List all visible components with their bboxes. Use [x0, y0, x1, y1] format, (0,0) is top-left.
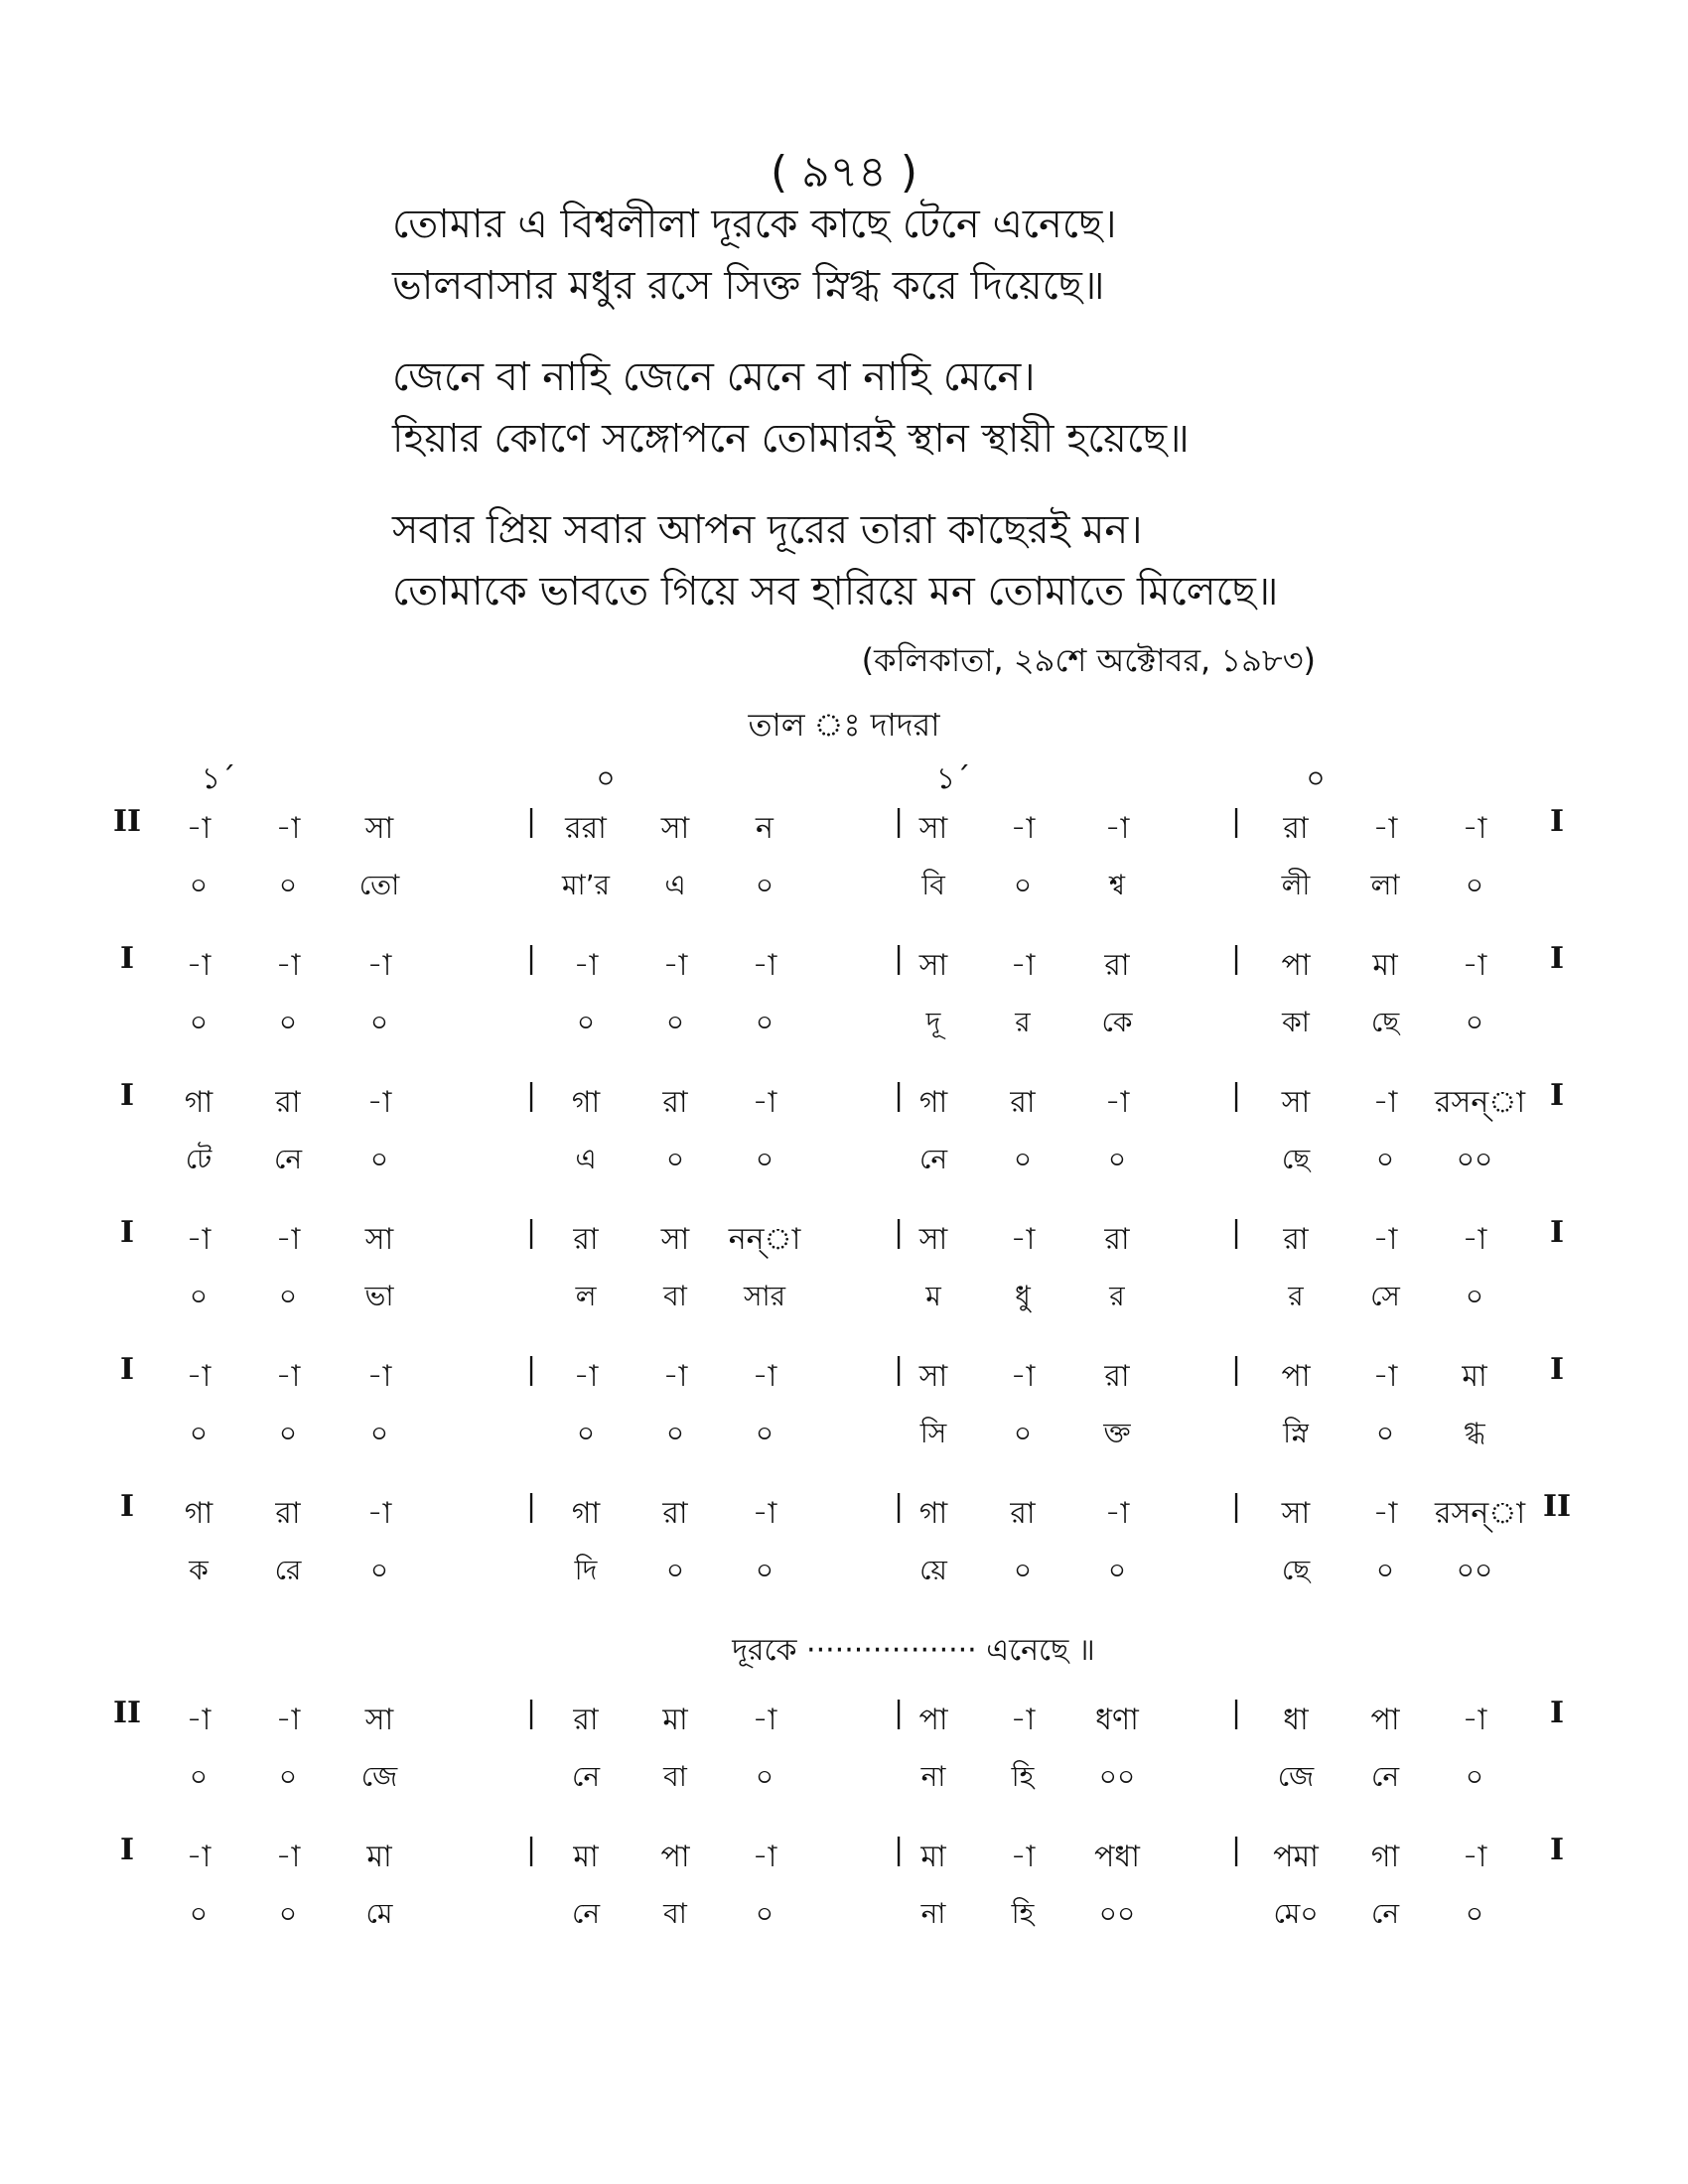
lyric-syllable: নে	[571, 1760, 601, 1793]
lyric-syllable: ০	[278, 1280, 298, 1312]
beat-separator: |	[1230, 1489, 1242, 1524]
swara-note: মা	[366, 1840, 392, 1874]
swara-note: -া	[752, 1703, 777, 1737]
beat-separator: |	[525, 1696, 537, 1730]
opening-bar: I	[119, 1352, 135, 1387]
lyric-syllable: মে০	[1273, 1897, 1319, 1930]
lyric-syllable: লী	[1281, 869, 1311, 901]
song-lyrics	[392, 194, 1584, 652]
swara-note: -া	[1104, 1496, 1130, 1531]
lyric-syllable: ০	[576, 1006, 596, 1038]
beat-separator: |	[1230, 941, 1242, 976]
lyric-syllable: ০	[189, 1417, 209, 1449]
lyric-syllable: ক্ত	[1103, 1417, 1131, 1449]
swara-note: -া	[275, 1222, 301, 1257]
swara-note: -া	[752, 948, 777, 983]
lyric-syllable: ০	[189, 1280, 209, 1312]
lyric-syllable: ০	[755, 1417, 774, 1449]
swara-note: -া	[275, 1840, 301, 1874]
lyric-syllable: ম	[925, 1280, 941, 1312]
lyric-syllable: র	[1288, 1280, 1304, 1312]
beat-mark-row	[149, 754, 1569, 804]
swara-note: সা	[918, 811, 948, 846]
lyric-syllable-row	[149, 1275, 1569, 1334]
swara-note: -া	[186, 1359, 211, 1394]
notation-line	[119, 1833, 1569, 1952]
closing-bar: II	[1542, 1489, 1572, 1524]
swara-note: সা	[1281, 1085, 1311, 1120]
swara-note: -া	[1104, 811, 1130, 846]
lyric-syllable: লা	[1370, 869, 1400, 901]
lyric-syllable: বা	[663, 1280, 687, 1312]
opening-bar: I	[119, 1833, 135, 1867]
opening-bar: I	[119, 1078, 135, 1113]
beat-mark: ০	[596, 761, 616, 796]
swara-note: ধণা	[1095, 1703, 1139, 1737]
notation-line	[119, 1489, 1572, 1608]
swara-note: রা	[662, 1085, 688, 1120]
swara-note: রা	[1104, 1359, 1130, 1394]
lyric-syllable: ০	[1013, 869, 1033, 901]
lyric-syllable: ০	[755, 869, 774, 901]
beat-separator: |	[1230, 804, 1242, 839]
swara-note: -া	[186, 1703, 211, 1737]
swara-note: মা	[1372, 948, 1398, 983]
swara-note: রসন্‌া	[1435, 1496, 1526, 1531]
swara-note: -া	[1372, 1496, 1398, 1531]
swara-note: ধা	[1283, 1703, 1309, 1737]
stanza	[392, 346, 1584, 470]
lyric-syllable: ০	[1013, 1554, 1033, 1586]
swara-note: -া	[752, 1496, 777, 1531]
swara-note: রা	[662, 1496, 688, 1531]
lyric-syllable: শ্ব	[1109, 869, 1125, 901]
lyric-syllable: ০০	[1456, 1554, 1493, 1586]
lyric-syllable: না	[920, 1760, 946, 1793]
beat-separator: |	[525, 1489, 537, 1524]
lyric-syllable: ০	[189, 1897, 209, 1930]
swara-note: সা	[660, 811, 690, 846]
swara-row	[119, 1833, 1569, 1892]
swara-note: পা	[1281, 948, 1311, 983]
lyric-syllable: ০	[1013, 1417, 1033, 1449]
lyric-syllable: ০	[665, 1006, 685, 1038]
swara-note: -া	[1462, 1703, 1487, 1737]
lyric-syllable: ০	[755, 1760, 774, 1793]
swara-note: -া	[366, 1496, 392, 1531]
lyric-syllable: ০	[1013, 1143, 1033, 1175]
opening-bar: II	[112, 1696, 142, 1730]
notation-line	[119, 1352, 1569, 1471]
lyric-syllable: ০	[1465, 1006, 1484, 1038]
swara-note: মা	[1462, 1359, 1487, 1394]
swara-note: -া	[1010, 1840, 1036, 1874]
lyric-syllable: সার	[743, 1280, 786, 1312]
lyric-syllable: এ	[575, 1143, 597, 1175]
swara-note: -া	[573, 948, 599, 983]
swara-note: সা	[918, 1222, 948, 1257]
beat-mark: ১´	[935, 761, 971, 796]
swara-note: সা	[1281, 1496, 1311, 1531]
beat-separator: |	[525, 804, 537, 839]
swara-note: সা	[918, 1359, 948, 1394]
lyric-syllable: ০	[1375, 1417, 1395, 1449]
lyric-syllable: হি	[1011, 1760, 1035, 1793]
closing-bar: I	[1549, 804, 1565, 839]
lyric-syllable: ০	[1465, 1897, 1484, 1930]
swara-note: রা	[1010, 1085, 1036, 1120]
swara-row	[112, 804, 1569, 864]
swara-note: -া	[1462, 811, 1487, 846]
taal-heading: তাল ঃ দাদরা	[748, 706, 940, 744]
lyric-syllable: ভা	[364, 1280, 394, 1312]
lyric-syllable: ০	[369, 1006, 389, 1038]
swara-note: রসন্‌া	[1435, 1085, 1526, 1120]
lyric-syllable: য়ে	[919, 1554, 947, 1586]
lyric-syllable: না	[920, 1897, 946, 1930]
swara-note: -া	[1372, 811, 1398, 846]
lyric-syllable: গ্ধ	[1464, 1417, 1485, 1449]
opening-bar: I	[119, 1489, 135, 1524]
page-number: ( ৯৭৪ )	[770, 147, 918, 198]
swara-note: পা	[660, 1840, 690, 1874]
swara-note: সা	[918, 948, 948, 983]
lyric-syllable: নে	[1370, 1897, 1400, 1930]
beat-separator: |	[525, 1352, 537, 1387]
lyric-syllable: ০	[755, 1143, 774, 1175]
swara-note: রা	[1283, 811, 1309, 846]
lyric-syllable: রে	[274, 1554, 302, 1586]
beat-separator: |	[1230, 1696, 1242, 1730]
lyric-syllable: ছে	[1370, 1006, 1400, 1038]
swara-note: গা	[918, 1085, 948, 1120]
lyric-syllable: ০	[369, 1417, 389, 1449]
beat-mark: ১´	[201, 761, 236, 796]
swara-note: সা	[364, 1703, 394, 1737]
swara-note: -া	[366, 1085, 392, 1120]
lyric-syllable-row	[149, 1755, 1569, 1815]
lyric-syllable: ০০	[1456, 1143, 1493, 1175]
swara-note: -া	[366, 948, 392, 983]
lyric-syllable: বি	[921, 869, 945, 901]
swara-row	[119, 1489, 1572, 1549]
lyric-syllable: ০	[278, 1006, 298, 1038]
lyric-syllable: ০	[1465, 869, 1484, 901]
lyric-syllable: তো	[358, 869, 400, 901]
swara-note: -া	[275, 948, 301, 983]
verse-line: তোমার এ বিশ্বলীলা দূরকে কাছে টেনে এনেছে।	[392, 202, 1117, 247]
swara-note: রা	[1010, 1496, 1036, 1531]
notation-line	[119, 1078, 1569, 1197]
beat-separator: |	[893, 1833, 905, 1867]
swara-note: রা	[275, 1496, 301, 1531]
refrain-indicator: দূরকে ·················· এনেছে ॥	[732, 1633, 1095, 1668]
lyric-syllable: কা	[1282, 1006, 1310, 1038]
swara-note: -া	[1104, 1085, 1130, 1120]
swara-note: -া	[1462, 1222, 1487, 1257]
swara-note: পা	[1281, 1359, 1311, 1394]
swara-row	[119, 1215, 1569, 1275]
swara-note: -া	[752, 1359, 777, 1394]
lyric-syllable: র	[1109, 1280, 1125, 1312]
swara-note: -া	[275, 1359, 301, 1394]
swara-note: -া	[366, 1359, 392, 1394]
lyric-syllable: ০	[278, 1897, 298, 1930]
lyric-syllable-row	[149, 1412, 1569, 1471]
lyric-syllable: নে	[1370, 1760, 1400, 1793]
swara-note: -া	[1372, 1085, 1398, 1120]
lyric-syllable: ধু	[1015, 1280, 1031, 1312]
lyric-syllable: দি	[574, 1554, 598, 1586]
notation-line	[119, 1215, 1569, 1334]
lyric-syllable: জে	[360, 1760, 398, 1793]
lyric-syllable: ০	[1465, 1280, 1484, 1312]
lyric-syllable: সি	[919, 1417, 947, 1449]
lyric-syllable: ০	[278, 869, 298, 901]
opening-bar: I	[119, 941, 135, 976]
lyric-syllable: নে	[571, 1897, 601, 1930]
lyric-syllable: ০	[369, 1143, 389, 1175]
beat-separator: |	[893, 1078, 905, 1113]
lyric-syllable-row	[149, 1138, 1569, 1197]
notation-staff	[112, 754, 1572, 1970]
beat-separator: |	[525, 1215, 537, 1250]
stanza	[392, 194, 1584, 317]
closing-bar: I	[1549, 1696, 1565, 1730]
swara-row	[119, 1352, 1569, 1412]
lyric-syllable: ০	[189, 1760, 209, 1793]
closing-bar: I	[1549, 1352, 1565, 1387]
lyric-syllable: ০	[278, 1417, 298, 1449]
beat-separator: |	[893, 1215, 905, 1250]
lyric-syllable: ছে	[1281, 1554, 1311, 1586]
swara-note: মা	[662, 1703, 688, 1737]
beat-separator: |	[893, 804, 905, 839]
swara-note: -া	[186, 1222, 211, 1257]
swara-note: -া	[186, 811, 211, 846]
lyric-syllable: এ	[664, 869, 686, 901]
beat-separator: |	[525, 1078, 537, 1113]
swara-note: গা	[1370, 1840, 1400, 1874]
swara-note: মা	[573, 1840, 599, 1874]
swara-note: -া	[1372, 1359, 1398, 1394]
verse-line: ভালবাসার মধুর রসে সিক্ত স্নিগ্ধ করে দিয়েছে॥	[392, 263, 1105, 309]
swara-note: পমা	[1273, 1840, 1319, 1874]
swara-note: ন	[756, 811, 774, 846]
swara-note: রা	[275, 1085, 301, 1120]
swara-note: -া	[1462, 948, 1487, 983]
swara-row	[119, 1078, 1569, 1138]
swara-note: রা	[1104, 1222, 1130, 1257]
swara-note: -া	[1010, 948, 1036, 983]
beat-separator: |	[893, 941, 905, 976]
swara-note: গা	[184, 1085, 213, 1120]
lyric-syllable: ০	[369, 1554, 389, 1586]
beat-separator: |	[893, 1489, 905, 1524]
lyric-syllable: ০	[278, 1760, 298, 1793]
swara-note: -া	[1010, 811, 1036, 846]
swara-note: রা	[1104, 948, 1130, 983]
lyric-syllable: ০	[1465, 1760, 1484, 1793]
verse-line: তোমাকে ভাবতে গিয়ে সব হারিয়ে মন তোমাতে মিলেছে॥	[392, 569, 1279, 614]
swara-note: -া	[662, 1359, 688, 1394]
verse-line: সবার প্রিয় সবার আপন দূরের তারা কাছেরই মন।	[392, 507, 1143, 553]
lyric-syllable: ০০	[1098, 1897, 1136, 1930]
lyric-syllable: র	[1015, 1006, 1031, 1038]
notation-line	[112, 804, 1569, 923]
swara-note: ররা	[565, 811, 607, 846]
swara-note: -া	[1010, 1703, 1036, 1737]
beat-separator: |	[1230, 1352, 1242, 1387]
lyric-syllable: ০	[189, 869, 209, 901]
lyric-syllable: ০০	[1098, 1760, 1136, 1793]
beat-separator: |	[893, 1352, 905, 1387]
swara-note: -া	[275, 1703, 301, 1737]
lyric-syllable: টে	[185, 1143, 212, 1175]
swara-note: -া	[1010, 1222, 1036, 1257]
swara-note: সা	[364, 811, 394, 846]
lyric-syllable: ক	[189, 1554, 209, 1586]
lyric-syllable: ল	[575, 1280, 597, 1312]
lyric-syllable: ০	[665, 1554, 685, 1586]
swara-note: -া	[573, 1359, 599, 1394]
lyric-syllable: স্নি	[1283, 1417, 1309, 1449]
lyric-syllable: দূ	[925, 1006, 941, 1038]
swara-row	[119, 941, 1569, 1001]
beat-separator: |	[525, 941, 537, 976]
swara-note: রা	[573, 1703, 599, 1737]
swara-note: -া	[752, 1085, 777, 1120]
lyric-syllable-row	[149, 1549, 1569, 1608]
composition-dateline: (কলিকাতা, ২৯শে অক্টোবর, ১৯৮৩)	[861, 641, 1316, 679]
closing-bar: I	[1549, 1833, 1565, 1867]
swara-note: রা	[573, 1222, 599, 1257]
opening-bar: I	[119, 1215, 135, 1250]
lyric-syllable: কে	[1101, 1006, 1133, 1038]
lyric-syllable: নে	[273, 1143, 303, 1175]
lyric-syllable: নে	[918, 1143, 948, 1175]
swara-note: পধা	[1094, 1840, 1140, 1874]
verse-line: হিয়ার কোণে সঙ্গোপনে তোমারই স্থান স্থায়ী হয়েছে॥	[392, 416, 1190, 462]
lyric-syllable: ছে	[1281, 1143, 1311, 1175]
lyric-syllable: ০	[1107, 1143, 1127, 1175]
swara-note: -া	[1462, 1840, 1487, 1874]
swara-note: -া	[186, 948, 211, 983]
lyric-syllable: ০	[1375, 1143, 1395, 1175]
swara-note: গা	[571, 1085, 601, 1120]
swara-note: সা	[660, 1222, 690, 1257]
lyric-syllable: জে	[1277, 1760, 1315, 1793]
beat-separator: |	[1230, 1215, 1242, 1250]
closing-bar: I	[1549, 1078, 1565, 1113]
lyric-syllable: ০	[665, 1417, 685, 1449]
notation-line	[112, 1696, 1569, 1815]
lyric-syllable: ০	[665, 1143, 685, 1175]
lyric-syllable: বা	[663, 1897, 687, 1930]
swara-note: পা	[1370, 1703, 1400, 1737]
lyric-syllable: মা’র	[562, 869, 610, 901]
swara-note: মা	[920, 1840, 946, 1874]
swara-note: রা	[1283, 1222, 1309, 1257]
swara-row	[112, 1696, 1569, 1755]
beat-mark: ০	[1306, 761, 1326, 796]
lyric-syllable: হি	[1011, 1897, 1035, 1930]
lyric-syllable: ০	[755, 1554, 774, 1586]
swara-note: -া	[662, 948, 688, 983]
beat-separator: |	[1230, 1078, 1242, 1113]
lyric-syllable: সে	[1370, 1280, 1400, 1312]
swara-note: -া	[186, 1840, 211, 1874]
swara-note: সা	[364, 1222, 394, 1257]
stanza	[392, 499, 1584, 622]
swara-note: -া	[752, 1840, 777, 1874]
lyric-syllable: ০	[1375, 1554, 1395, 1586]
lyric-syllable: ০	[189, 1006, 209, 1038]
lyric-syllable-row	[149, 1001, 1569, 1060]
lyric-syllable: ০	[755, 1006, 774, 1038]
notation-line	[119, 941, 1569, 1060]
swara-note: -া	[275, 811, 301, 846]
swara-note: গা	[571, 1496, 601, 1531]
lyric-syllable: ০	[1107, 1554, 1127, 1586]
lyric-syllable: মে	[365, 1897, 393, 1930]
beat-separator: |	[893, 1696, 905, 1730]
lyric-syllable: ০	[576, 1417, 596, 1449]
beat-separator: |	[1230, 1833, 1242, 1867]
swara-note: -া	[1372, 1222, 1398, 1257]
closing-bar: I	[1549, 1215, 1565, 1250]
swara-note: নন্‌া	[728, 1222, 801, 1257]
closing-bar: I	[1549, 941, 1565, 976]
lyric-syllable-row	[149, 864, 1569, 923]
swara-note: পা	[918, 1703, 948, 1737]
verse-line: জেনে বা নাহি জেনে মেনে বা নাহি মেনে।	[392, 354, 1036, 400]
swara-note: -া	[1010, 1359, 1036, 1394]
opening-bar: II	[112, 804, 142, 839]
beat-separator: |	[525, 1833, 537, 1867]
swara-note: গা	[184, 1496, 213, 1531]
lyric-syllable-row	[149, 1892, 1569, 1952]
lyric-syllable: বা	[663, 1760, 687, 1793]
swara-note: গা	[918, 1496, 948, 1531]
lyric-syllable: ০	[755, 1897, 774, 1930]
